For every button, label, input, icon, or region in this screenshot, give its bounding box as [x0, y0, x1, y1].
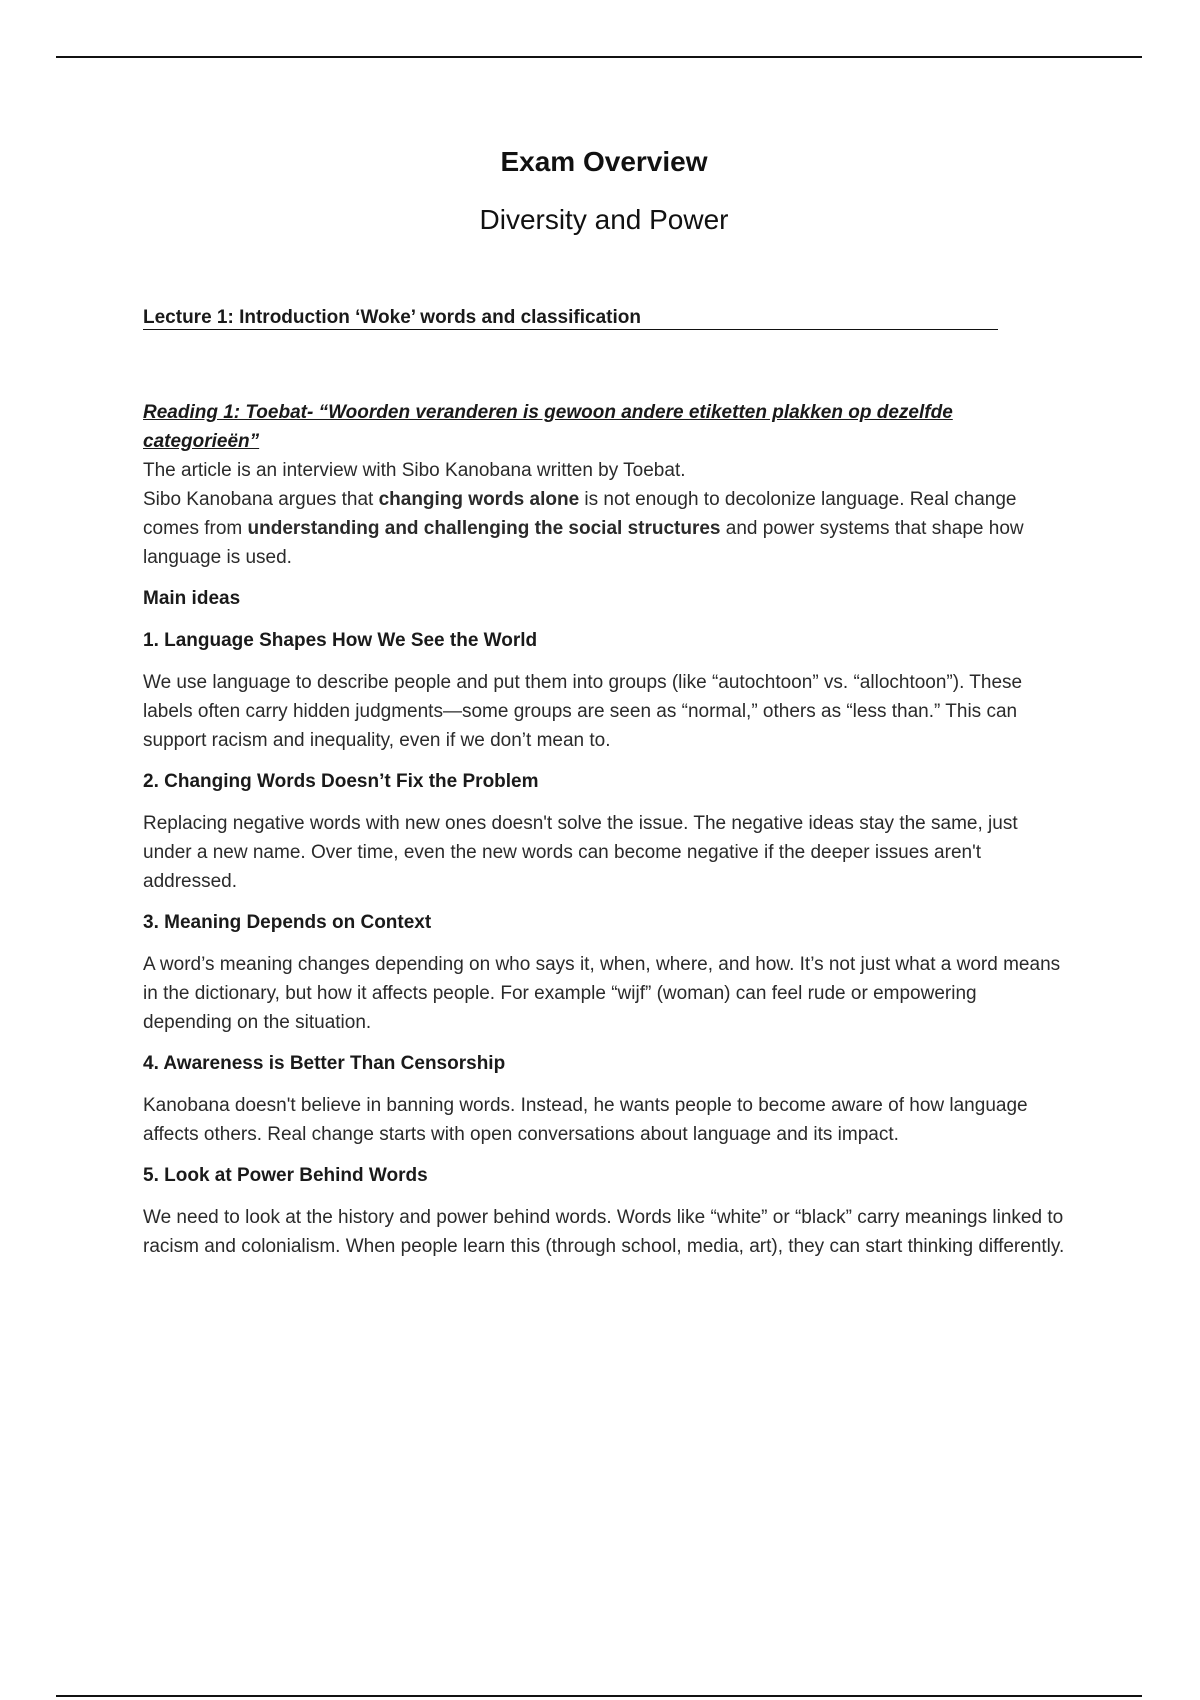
idea-text-4: Kanobana doesn't believe in banning words. Instead, he wants people to become aware of how language affects others. Real change starts with open conversations about language and its impact. — [143, 1095, 1028, 1145]
document-title: Exam Overview — [500, 146, 708, 177]
idea-text-2: Replacing negative words with new ones doesn't solve the issue. The negative ideas stay the same, just under a new name. Over time, even the new words can become negative if the deeper issues aren't addressed. — [143, 813, 1018, 892]
reading-heading: Reading 1: Toebat- “Woorden veranderen is gewoon andere etiketten plakken op dezelfde categorieën” — [143, 402, 953, 452]
summary-text-1: Sibo Kanobana argues that — [143, 489, 379, 510]
idea-heading-4: 4. Awareness is Better Than Censorship — [143, 1053, 506, 1074]
summary-paragraph — [143, 485, 1065, 572]
document-body — [143, 140, 1065, 1261]
summary-text-3: and power systems that shape how language is used. — [143, 518, 1024, 568]
idea-text-3: A word’s meaning changes depending on who says it, when, where, and how. It’s not just what a word means in the dictionary, but how it affects people. For example “wijf” (woman) can feel rude or empowering depending on the situation. — [143, 954, 1061, 1033]
idea-heading-3: 3. Meaning Depends on Context — [143, 912, 432, 933]
idea-heading-2: 2. Changing Words Doesn’t Fix the Problem — [143, 771, 539, 792]
summary-bold-2: understanding and challenging the social structures — [247, 518, 721, 539]
summary-text-2: is not enough to decolonize language. Real change comes from — [143, 489, 1017, 539]
summary-bold-1: changing words alone — [378, 489, 580, 510]
idea-heading-5: 5. Look at Power Behind Words — [143, 1165, 428, 1186]
idea-text-1: We use language to describe people and put them into groups (like “autochtoon” vs. “allochtoon”). These labels often carry hidden judgments—some groups are seen as “normal,” others as “less than.” This can support racism and inequality, even if we don’t mean to. — [143, 672, 1023, 751]
main-ideas-label: Main ideas — [143, 588, 241, 609]
lecture-heading — [143, 306, 998, 330]
page-top-rule — [56, 56, 1142, 58]
idea-heading-1: 1. Language Shapes How We See the World — [143, 630, 538, 651]
idea-text-5: We need to look at the history and power behind words. Words like “white” or “black” carry meanings linked to racism and colonialism. When people learn this (through school, media, art), they can start thinking differently. — [143, 1207, 1065, 1257]
intro-paragraph: The article is an interview with Sibo Kanobana written by Toebat. — [143, 460, 686, 481]
lecture-heading-text: Lecture 1: Introduction ‘Woke’ words and classification — [143, 307, 641, 328]
document-subtitle: Diversity and Power — [479, 204, 729, 235]
page-bottom-rule — [56, 1695, 1142, 1697]
